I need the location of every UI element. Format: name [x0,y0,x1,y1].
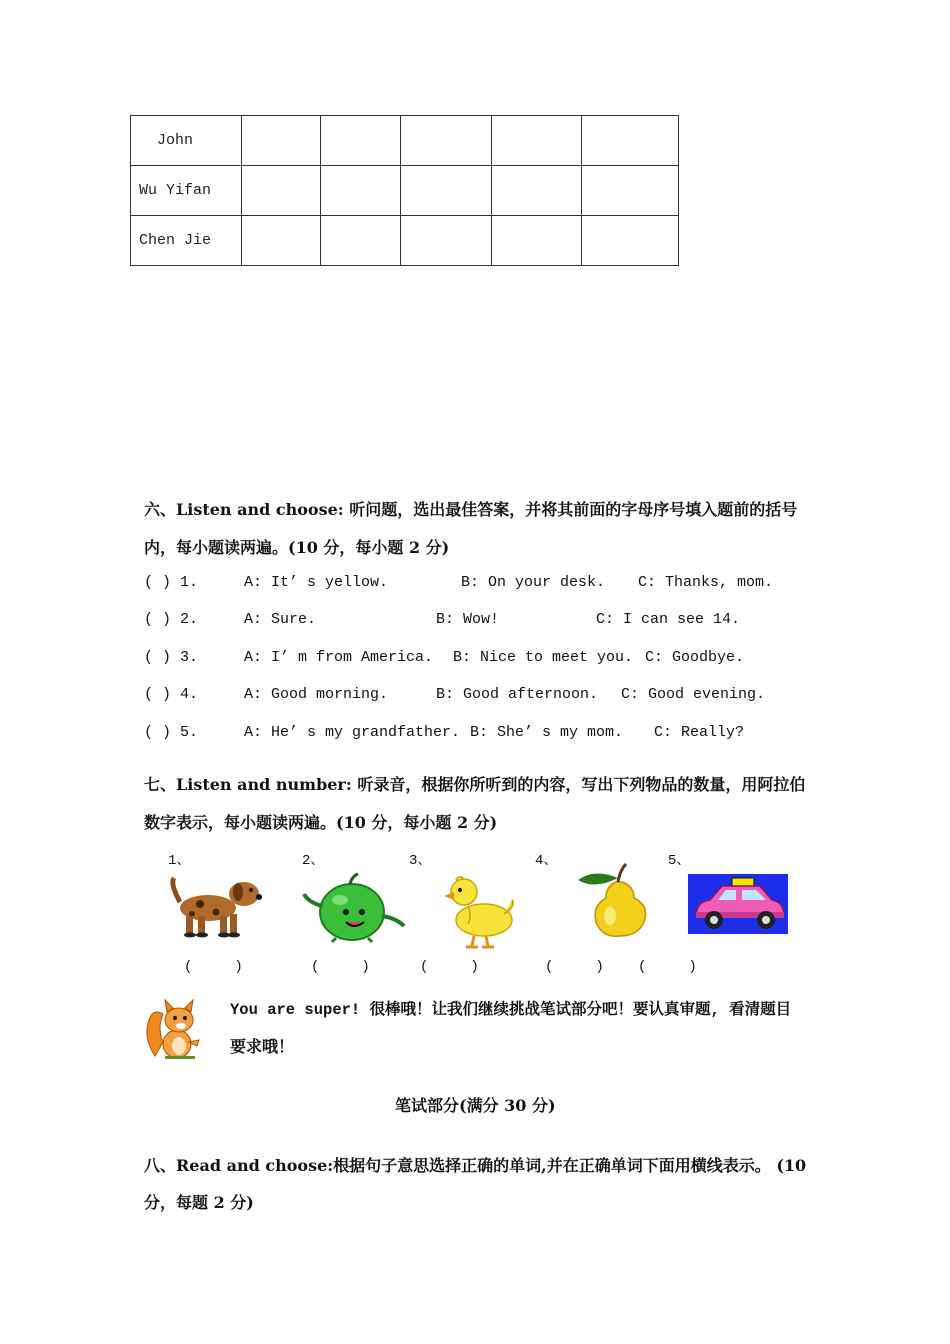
section8-title: 八、Read and choose:根据句子意思选择正确的单词,并在正确单词下面用横线表示。 (10 [144,1156,807,1175]
option-c: C: Good evening. [621,686,766,703]
table-cell [582,166,679,216]
table-cell [321,216,401,266]
answer-paren: ( ) 2. [144,611,199,628]
table-cell [242,216,321,266]
encourage-text: You are super! 很棒哦！让我们继续挑战笔试部分吧！要认真审题, 看清题目 [230,1001,792,1019]
option-b: B: Nice to meet you. [453,649,634,666]
car-picture [688,874,788,934]
answer-paren: ( ) 3. [144,649,199,666]
item-number: 5、 [668,853,691,869]
option-c: C: I can see 14. [596,611,741,628]
pear-picture [572,860,656,940]
answer-paren: ( ) 4. [144,686,199,703]
option-b: B: Good afternoon. [436,686,599,703]
answer-blank: ( ) [184,959,243,975]
table-row [131,216,679,266]
option-c: C: Goodbye. [645,649,745,666]
written-part-title: 笔试部分(满分 30 分) [395,1096,556,1115]
option-a: A: It’ s yellow. [244,574,389,591]
option-b: B: She’ s my mom. [470,724,624,741]
item-number: 3、 [409,853,432,869]
option-a: A: Good morning. [244,686,389,703]
table-cell [401,116,492,166]
option-c: C: Really? [654,724,745,741]
option-b: B: Wow! [436,611,500,628]
dog-picture [168,872,262,938]
table-cell [582,116,679,166]
option-a: A: He’ s my grandfather. [244,724,461,741]
squirrel-mascot-picture [143,998,203,1060]
answer-paren: ( ) 5. [144,724,199,741]
section7-title: 七、Listen and number: 听录音，根据你所听到的内容，写出下列物品的数量，用阿拉伯 [144,775,806,794]
table-cell [242,116,321,166]
item-number: 2、 [302,853,325,869]
table-cell [401,166,492,216]
table-cell [321,166,401,216]
item-number: 1、 [168,853,191,869]
answer-table [130,115,679,266]
duck-picture [442,872,518,950]
section8-title-cont: 分，每题 2 分) [144,1193,254,1212]
option-b: B: On your desk. [461,574,606,591]
apple-picture [300,872,408,944]
item-number: 4、 [535,853,558,869]
encourage-text-cont: 要求哦！ [230,1037,295,1056]
table-row [131,116,679,166]
table-cell [492,216,582,266]
table-cell [492,116,582,166]
answer-blank: ( ) [420,959,479,975]
table-row [131,166,679,216]
answer-blank: ( ) [311,959,370,975]
table-cell [492,166,582,216]
table-cell [242,166,321,216]
section6-title: 六、Listen and choose: 听问题，选出最佳答案，并将其前面的字母序号填入题前的括号 [144,500,798,519]
answer-blank: ( ) [545,959,604,975]
section6-title-cont: 内，每小题读两遍。(10 分，每小题 2 分) [144,538,450,557]
row-name: John [131,116,242,166]
answer-blank: ( ) [638,959,697,975]
table-cell [582,216,679,266]
table-cell [401,216,492,266]
option-a: A: I’ m from America. [244,649,434,666]
option-c: C: Thanks, mom. [638,574,774,591]
answer-paren: ( ) 1. [144,574,199,591]
table-cell [321,116,401,166]
section7-title-cont: 数字表示，每小题读两遍。(10 分，每小题 2 分) [144,813,498,832]
row-name: Wu Yifan [131,166,242,216]
option-a: A: Sure. [244,611,317,628]
row-name: Chen Jie [131,216,242,266]
